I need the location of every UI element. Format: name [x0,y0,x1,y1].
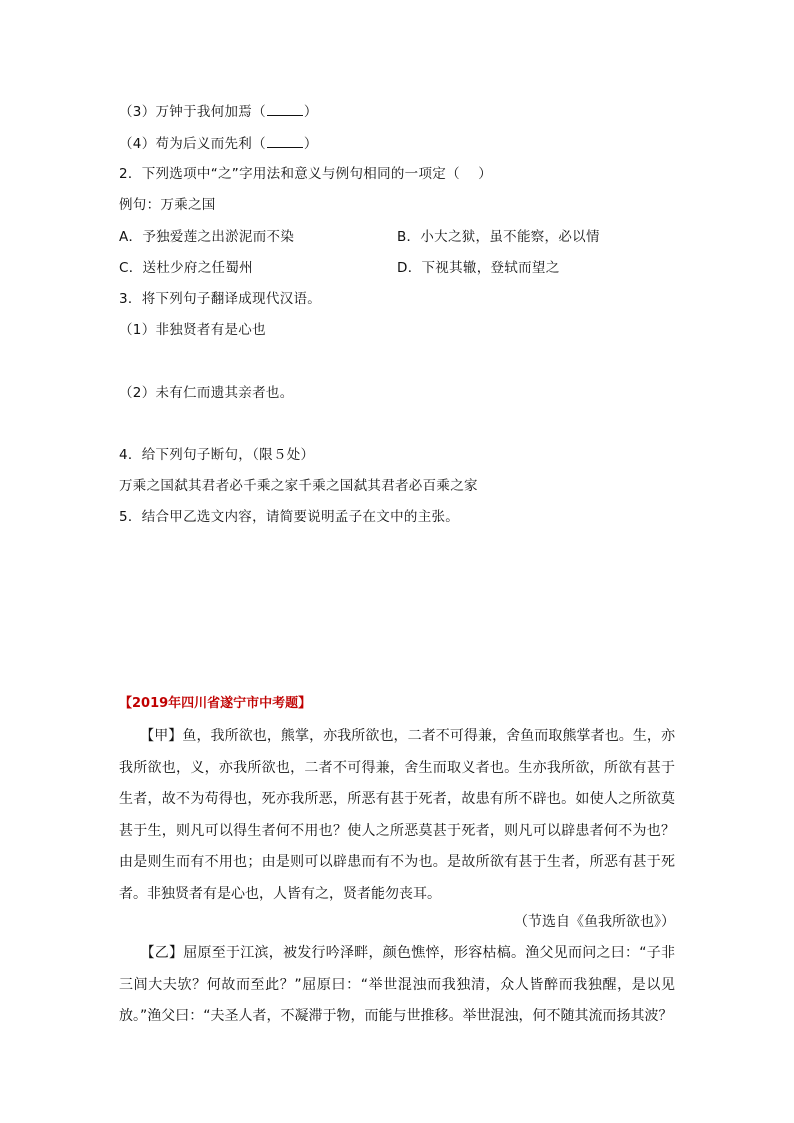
q2-options-row-1 [119,227,675,247]
exam-source-tag: 【2019年四川省遂宁市中考题】 [119,696,312,711]
q1-item-4-suffix: ） [303,136,318,152]
q4-text: 万乘之国弑其君者必千乘之家千乘之国弑其君者必百乘之家 [119,478,478,494]
passage-yi-text: 【乙】屈原至于江滨，被发行吟泽畔，颜色憔悴，形容枯槁。渔父见而问之曰：“子非三闾大夫欤？何故而至此？”屈原曰：“举世混浊而我独清，众人皆醉而我独醒，是以见放。”渔父曰：“夫圣人者，不凝滞于物，而能与世推移。举世混浊，何不随其流而扬其波？ [119,945,675,1024]
option-d[interactable]: D．下视其辙，登轼而望之 [397,260,560,276]
q1-item-4 [119,133,318,154]
q1-item-3 [119,101,318,122]
q2-stem: 2．下列选项中“之”字用法和意义与例句相同的一项定（ ） [119,166,493,182]
q3-sentence-1: （1）非独贤者有是心也 [119,322,266,338]
option-b[interactable]: B．小大之狱，虽不能察，必以情 [397,229,600,245]
option-c[interactable]: C．送杜少府之任蜀州 [119,260,253,276]
q1-item-3-suffix: ） [303,104,318,120]
q1-item-4-prefix: （4）苟为后义而先利（ [119,136,266,152]
q2-example: 例句：万乘之国 [119,197,216,213]
answer-blank[interactable] [267,101,303,116]
passage-jia [119,721,675,910]
q4-stem: 4．给下列句子断句，（限５处） [119,447,315,463]
option-a[interactable]: A．予独爱莲之出淤泥而不染 [119,229,295,245]
q2-options-row-2 [119,258,675,278]
q1-item-3-prefix: （3）万钟于我何加焉（ [119,104,266,120]
q5-stem: 5．结合甲乙选文内容，请简要说明孟子在文中的主张。 [119,509,460,525]
passage-yi [119,938,675,1033]
answer-blank[interactable] [267,133,303,148]
q3-stem: 3．将下列句子翻译成现代汉语。 [119,291,322,307]
passage-jia-text: 【甲】鱼，我所欲也，熊掌，亦我所欲也，二者不可得兼，舍鱼而取熊掌者也。生，亦我所欲也，义，亦我所欲也，二者不可得兼，舍生而取义者也。生亦我所欲，所欲有甚于生者，故不为苟得也，死亦我所恶，所恶有甚于死者，故患有所不辟也。如使人之所欲莫甚于生，则凡可以得生者何不用也？使人之所恶莫甚于死者，则凡可以辟患者何不为也？由是则生而有不用也；由是则可以辟患而有不为也。是故所欲有甚于生者，所恶有甚于死者。非独贤者有是心也，人皆有之，贤者能勿丧耳。 [119,728,675,902]
passage-jia-source: （节选自《鱼我所欲也》） [514,914,675,930]
q3-sentence-2: （2）未有仁而遗其亲者也。 [119,385,294,401]
